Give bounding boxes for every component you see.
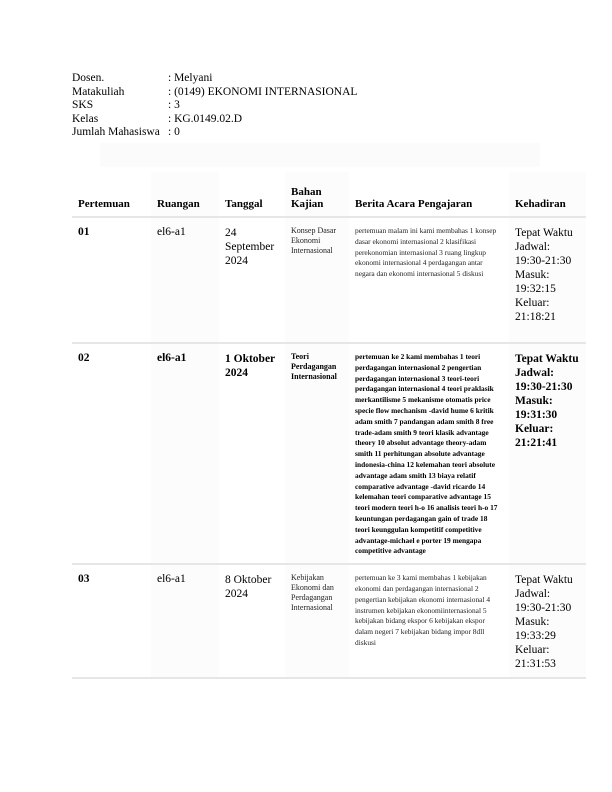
cell-bahan-kajian: Kebijakan Ekonomi dan Perdagangan Internasional — [285, 564, 349, 678]
cell-berita-acara: pertemuan ke 3 kami membahas 1 kebijakan ekonomi dan perdagangan internasional 2 pengertian kebijakan ekonomi internasional 4 instrumen kebijakan ekonomiinternasional 5 kebijakan bidang ekspor 6 kebijakan ekspor dalam negeri 7 kebijakan bidang impor 8dll diskusi — [355, 573, 491, 647]
header-ruangan: Ruangan — [151, 172, 219, 217]
header-bahan-kajian: Bahan Kajian — [285, 172, 349, 217]
cell-berita-acara: pertemuan malam ini kami membahas 1 konsep dasar ekonomi internasional 2 klasifikasi perekonomian internasional 3 ruang lingkup ekonomi internasional 4 perdagangan antar negara dan ekonomi internasional 5 diskusi — [355, 226, 497, 279]
cell-pertemuan: 01 — [78, 226, 90, 238]
kehadiran-keluar: Keluar: 21:21:41 — [515, 423, 558, 449]
matakuliah-value: : (0149) EKONOMI INTERNASIONAL — [168, 85, 358, 98]
kehadiran-jadwal: Jadwal: 19:30-21:30 — [515, 588, 572, 615]
info-sks — [72, 99, 357, 113]
dosen-value: : Melyani — [168, 72, 213, 84]
kelas-value: : KG.0149.02.D — [168, 112, 243, 125]
course-info — [72, 72, 357, 140]
cell-tanggal: 24 September 2024 — [225, 227, 275, 267]
cell-pertemuan: 02 — [78, 352, 90, 364]
kehadiran-status: Tepat Waktu — [515, 353, 579, 365]
info-kelas — [72, 113, 357, 127]
kehadiran-jadwal: Jadwal: 19:30-21:30 — [515, 367, 573, 393]
attendance-table — [72, 172, 586, 679]
cell-ruangan: el6-a1 — [151, 217, 219, 343]
table-header-row — [72, 172, 586, 217]
table-row — [72, 217, 586, 343]
sks-label: SKS — [72, 99, 94, 111]
shaded-band — [100, 143, 540, 167]
jumlah-mahasiswa-value: : 0 — [168, 126, 180, 138]
cell-kehadiran — [509, 217, 586, 343]
cell-pertemuan: 03 — [78, 573, 90, 586]
kehadiran-jadwal: Jadwal: 19:30-21:30 — [515, 241, 572, 267]
kehadiran-status: Tepat Waktu — [515, 574, 573, 587]
kelas-label: Kelas — [72, 112, 99, 125]
table-row — [72, 564, 586, 678]
cell-tanggal: 1 Oktober 2024 — [225, 353, 275, 379]
kehadiran-keluar: Keluar: 21:18:21 — [515, 297, 556, 323]
info-dosen — [72, 72, 357, 86]
cell-bahan-kajian: Teori Perdagangan Internasional — [285, 343, 349, 564]
table-row — [72, 343, 586, 564]
header-pertemuan: Pertemuan — [78, 198, 130, 210]
kehadiran-keluar: Keluar: 21:31:53 — [515, 644, 556, 671]
kehadiran-masuk: Masuk: 19:32:15 — [515, 269, 556, 295]
header-tanggal: Tanggal — [225, 198, 263, 210]
header-berita-acara: Berita Acara Pengajaran — [355, 198, 473, 210]
dosen-label: Dosen. — [72, 72, 105, 84]
jumlah-mahasiswa-label: Jumlah Mahasiswa — [72, 126, 160, 138]
sks-value: : 3 — [168, 99, 180, 111]
header-kehadiran: Kehadiran — [509, 172, 586, 217]
cell-berita-acara: pertemuan ke 2 kami membahas 1 teori perdagangan internasional 2 pengertian perdagangan internasional 3 teori-teori perdagangan internasional 4 teori praklasik merkantilisme 5 mekanisme otomatis price specie flow mechanism -david hume 6 kritik adam smith 7 pandangan adam smith 8 free trade-adam smith 9 teori klasik advantage theory 10 absolut advantage theory-adam smith 11 perhitungan absolute advantage indonesia-china 12 kelemahan teori absolute advantage adam smith 13 biaya relatif comparative advantage -david ricardo 14 kelemahan teori comparative advantage 15 teori modern teori h-o 16 analisis teori h-o 17 keuntungan perdagangan gain of trade 18 teori keunggulan kompetitif competitive advantage-michael e porter 19 mengapa competitive advantage — [355, 352, 498, 556]
missing-glyph-icon — [72, 139, 80, 150]
kehadiran-status: Tepat Waktu — [515, 227, 573, 239]
info-matakuliah — [72, 86, 357, 100]
cell-kehadiran — [509, 564, 586, 678]
info-jumlah-mahasiswa — [72, 126, 357, 140]
cell-bahan-kajian: Konsep Dasar Ekonomi Internasional — [285, 217, 349, 343]
cell-kehadiran — [509, 343, 586, 564]
cell-tanggal: 8 Oktober 2024 — [225, 574, 272, 601]
kehadiran-masuk: Masuk: 19:33:29 — [515, 616, 556, 643]
cell-ruangan: el6-a1 — [151, 564, 219, 678]
kehadiran-masuk: Masuk: 19:31:30 — [515, 395, 558, 421]
cell-ruangan: el6-a1 — [151, 343, 219, 564]
matakuliah-label: Matakuliah — [72, 85, 125, 98]
